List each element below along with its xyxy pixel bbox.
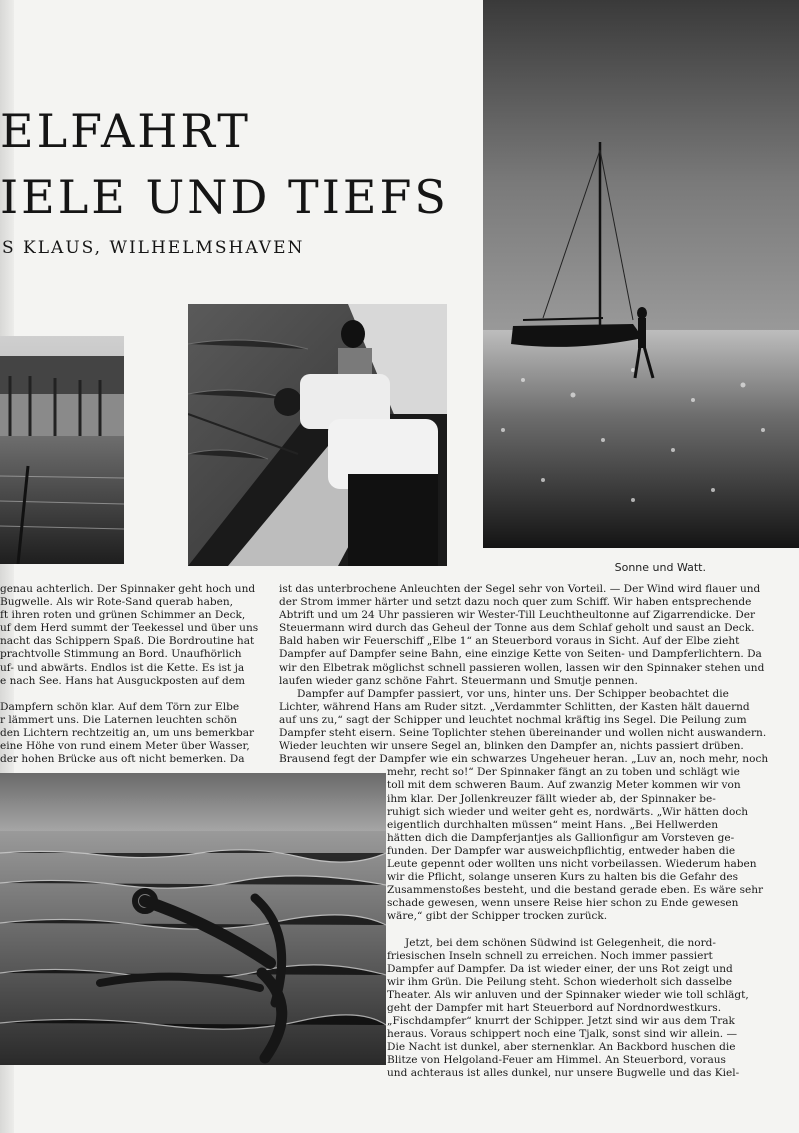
right-text-line (387, 923, 777, 936)
left-text-line: genau achterlich. Der Spinnaker geht hoch und (0, 583, 256, 595)
left-text-column (0, 583, 258, 766)
right-text-line: toll mit dem schweren Baum. Auf zwanzig Meter kommen wir von (387, 779, 741, 792)
right-text-line: Bald haben wir Feuerschiff „Elbe 1“ an Steuerbord voraus in Sicht. Auf der Elbe zieht (279, 635, 740, 648)
right-text-line: geht der Dampfer mit hart Steuerbord auf Nordnordwestkurs. (387, 1002, 722, 1014)
left-text-line: der hohen Brücke aus oft nicht bemerken. Da (0, 753, 245, 766)
right-text-line: eigentlich durchhalten müssen“ meint Hans. „Bei Hellwerden (387, 818, 719, 831)
right-text-line: Steuermann wird durch das Geheul der Tonne aus dem Schlaf geholt und saust an Deck. (279, 622, 755, 635)
right-text-line: auf uns zu,“ sagt der Schipper und leuchtet nochmal kräftig ins Segel. Die Peilung zum (279, 713, 747, 726)
right-text-line: heraus. Voraus schippert noch eine Tjalk, sonst sind wir allein. — (387, 1028, 738, 1041)
left-text-line: nacht das Schippern Spaß. Die Bordroutine hat (0, 635, 255, 648)
right-text-line: Leute gepennt oder wollten uns nicht vorbeilassen. Wiederum haben (387, 857, 757, 870)
right-text-line: wäre,“ gibt der Schipper trocken zurück. (387, 910, 608, 923)
right-text-line: wir den Elbetrak möglichst schnell passieren wollen, lassen wir den Spinnaker stehen und (279, 661, 765, 674)
right-text-line: funden. Der Dampfer war ausweichpflichtig, entweder haben die (387, 844, 736, 857)
right-text-line: friesischen Inseln schnell zu erreichen. Noch immer passiert (387, 949, 713, 962)
right-text-line: wir ihm Grün. Die Peilung steht. Schon wiederholt sich dasselbe (387, 975, 732, 988)
left-text-line: uf dem Herd summt der Teekessel und über uns (0, 622, 258, 635)
right-text-line: Wieder leuchten wir unsere Segel an, blinken den Dampfer an, nichts passiert drüben. (279, 740, 744, 753)
right-text-line: laufen wieder ganz schöne Fahrt. Steuermann und Smutje pennen. (279, 674, 638, 687)
crew-on-boat-photo (188, 304, 447, 566)
sailboat-watt-photo (483, 0, 799, 548)
right-text-line: ihm klar. Der Jollenkreuzer fällt wieder ab, der Spinnaker be- (387, 792, 716, 805)
right-text-line: ist das unterbrochene Anleuchten der Segel sehr von Vorteil. — Der Wind wird flauer und (279, 583, 761, 595)
right-text-line: und achteraus ist alles dunkel, nur unsere Bugwelle und das Kiel- (387, 1067, 740, 1080)
right-text-line: hätten dich die Dampferjantjes als Gallionfigur am Vorsteven ge- (387, 831, 735, 844)
left-text-line: Dampfern schön klar. Auf dem Törn zur Elbe (0, 700, 240, 713)
left-text-line: prachtvolle Stimmung an Bord. Unaufhörlich (0, 648, 242, 661)
headline-line-1: ELFAHRT (0, 104, 251, 158)
right-text-line: wir die Pflicht, solange unseren Kurs zu halten bis die Gefahr des (387, 871, 738, 884)
right-text-line: Die Nacht ist dunkel, aber sternenklar. An Backbord huschen die (387, 1041, 736, 1054)
right-text-line: Lichter, während Hans am Ruder sitzt. „Verdammter Schlitten, der Kasten hält dauernd (279, 700, 750, 713)
left-text-line: eine Höhe von rund einem Meter über Wasser, (0, 740, 250, 753)
right-text-line: Zusammenstoßes besteht, und die bestand gerade eben. Es wäre sehr (387, 884, 764, 897)
right-text-line: schade gewesen, wenn unsere Reise hier schon zu Ende gewesen (387, 897, 739, 910)
right-text-line: Theater. Als wir anluven und der Spinnaker wieder wie toll schlägt, (387, 988, 749, 1001)
right-text-line: der Strom immer härter und setzt dazu noch quer zum Schiff. Wir haben entsprechende (279, 596, 752, 609)
right-text-line: Jetzt, bei dem schönen Südwind ist Gelegenheit, die nord- (405, 936, 716, 949)
left-text-line (0, 688, 258, 701)
harbor-photo (0, 336, 124, 564)
photo-caption: Sonne und Watt. (614, 561, 706, 574)
right-text-column (279, 583, 777, 1081)
right-text-line: Brausend fegt der Dampfer wie ein schwarzes Ungeheuer heran. „Luv an, noch mehr, noch (279, 753, 769, 766)
right-text-line: Dampfer auf Dampfer seine Bahn, eine einzige Kette von Seiten- und Dampferlichtern. Da (279, 648, 762, 661)
left-text-line: Bugwelle. Als wir Rote-Sand querab haben, (0, 596, 233, 609)
author-line: S KLAUS, WILHELMSHAVEN (2, 238, 305, 258)
right-text-line: ruhigt sich wieder und weiter geht es, nordwärts. „Wir hätten doch (387, 805, 749, 818)
right-text-line: Blitze von Helgoland-Feuer am Himmel. An Steuerbord, voraus (387, 1054, 726, 1067)
right-text-line: „Fischdampfer“ knurrt der Schipper. Jetzt sind wir aus dem Trak (387, 1015, 735, 1028)
right-text-line: Dampfer auf Dampfer passiert, vor uns, hinter uns. Der Schipper beobachtet die (297, 687, 729, 700)
headline-line-2: IELE UND TIEFS (0, 170, 449, 224)
right-text-line: Abtrift und um 24 Uhr passieren wir Wester-Till Leuchtheultonne auf Zigarrendicke. Der (279, 609, 755, 622)
right-text-line: Dampfer auf Dampfer. Da ist wieder einer, der uns Rot zeigt und (387, 962, 733, 975)
left-text-line: e nach See. Hans hat Ausguckposten auf dem (0, 674, 245, 687)
left-text-line: uf- und abwärts. Endlos ist die Kette. Es ist ja (0, 661, 245, 674)
left-text-line: r lämmert uns. Die Laternen leuchten schön (0, 713, 238, 726)
left-text-line: den Lichtern rechtzeitig an, um uns bemerkbar (0, 727, 255, 740)
right-text-line: mehr, recht so!“ Der Spinnaker fängt an zu toben und schlägt wie (387, 766, 740, 779)
left-text-line: ft ihren roten und grünen Schimmer an Deck, (0, 609, 246, 622)
right-text-line: Dampfer steht eisern. Seine Toplichter stehen übereinander und wollen nicht auswandern. (279, 727, 767, 740)
